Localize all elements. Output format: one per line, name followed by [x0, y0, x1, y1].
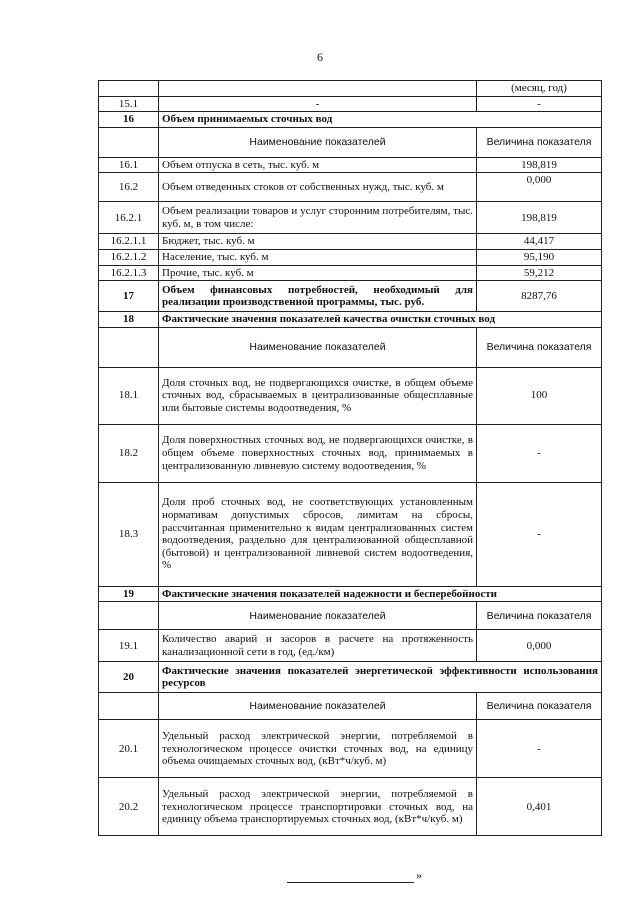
- section-row: [99, 662, 602, 693]
- row-value: 8287,76: [477, 281, 602, 312]
- row-num: 16.2.1.2: [99, 249, 159, 265]
- header-row: [99, 127, 602, 157]
- section-num: 18: [99, 312, 159, 328]
- row-num: 16.1: [99, 157, 159, 173]
- row-num: 20.2: [99, 778, 159, 836]
- row-num: 19.1: [99, 630, 159, 662]
- section-num: 19: [99, 586, 159, 602]
- table-row: [99, 157, 602, 173]
- page-number: 6: [317, 50, 323, 64]
- table-row: [99, 424, 602, 482]
- header-row: [99, 327, 602, 367]
- row-num: 16.2.1.3: [99, 265, 159, 281]
- row-value: 198,819: [477, 157, 602, 173]
- footer-signature-line: [287, 868, 422, 883]
- row-text: Доля проб сточных вод, не соответствующих установленным нормативам допустимых сбросов, лимитам на сбросы, рассчитанная применительно к видам централизованных систем водоотведения, раздельно для централизованной общесплавной (бытовой) и централизованной ливневой систем водоотведения, %: [159, 482, 477, 586]
- row-value: 100: [477, 367, 602, 424]
- row-text: Объем отпуска в сеть, тыс. куб. м: [159, 157, 477, 173]
- row-text: [159, 81, 477, 97]
- row-num: 16.2.1: [99, 202, 159, 234]
- row-num: 17: [99, 281, 159, 312]
- row-num: [99, 81, 159, 97]
- section-num: 20: [99, 662, 159, 693]
- row-value: 0,000: [477, 630, 602, 662]
- table-row: [99, 367, 602, 424]
- header-row: [99, 693, 602, 720]
- section-title: Фактические значения показателей качества очистки сточных вод: [159, 312, 602, 328]
- indicators-table: [98, 80, 602, 836]
- row-text: Объем отведенных стоков от собственных нужд, тыс. куб. м: [159, 173, 477, 202]
- row-value: (месяц, год): [477, 81, 602, 97]
- row-text: Бюджет, тыс. куб. м: [159, 234, 477, 250]
- row-num: 18.1: [99, 367, 159, 424]
- table-row: [99, 482, 602, 586]
- row-text: Количество аварий и засоров в расчете на протяженность канализационной сети в год, (ед./км): [159, 630, 477, 662]
- table-row: [99, 720, 602, 778]
- table-row: [99, 202, 602, 234]
- row-num: 18.2: [99, 424, 159, 482]
- section-row: [99, 312, 602, 328]
- row-value: -: [477, 482, 602, 586]
- row-value: 59,212: [477, 265, 602, 281]
- section-title: Фактические значения показателей надежности и бесперебойности: [159, 586, 602, 602]
- row-text: Население, тыс. куб. м: [159, 249, 477, 265]
- row-text: Доля сточных вод, не подвергающихся очистке, в общем объеме сточных вод, сбрасываемых в централизованные общесплавные или бытовые системы водоотведения, %: [159, 367, 477, 424]
- row-value: -: [477, 424, 602, 482]
- row-value: 44,417: [477, 234, 602, 250]
- section-title: Фактические значения показателей энергетической эффективности использования ресурсов: [159, 662, 602, 693]
- table-row: [99, 234, 602, 250]
- row-value: 198,819: [477, 202, 602, 234]
- row-value: 0,000: [477, 173, 602, 202]
- row-text: Удельный расход электрической энергии, потребляемой в технологическом процессе транспортировки сточных вод, на единицу объема транспортируемых сточных вод, (кВт*ч/куб. м): [159, 778, 477, 836]
- row-text: Удельный расход электрической энергии, потребляемой в технологическом процессе очистки сточных вод, на единицу объема очищаемых сточных вод, (кВт*ч/куб. м): [159, 720, 477, 778]
- signature-underline: [287, 882, 414, 883]
- table-row: [99, 249, 602, 265]
- row-text: Объем реализации товаров и услуг сторонним потребителям, тыс. куб. м, в том числе:: [159, 202, 477, 234]
- header-row: [99, 602, 602, 630]
- row-num: 16.2.1.1: [99, 234, 159, 250]
- row-text: -: [159, 96, 477, 112]
- header-value: Величина показателя: [477, 602, 602, 630]
- header-name: Наименование показателей: [159, 693, 477, 720]
- section-row: [99, 112, 602, 128]
- table-row: [99, 265, 602, 281]
- table-row: [99, 96, 602, 112]
- row-text: Объем финансовых потребностей, необходимый для реализации производственной программы, тыс. руб.: [159, 281, 477, 312]
- header-value: Величина показателя: [477, 127, 602, 157]
- row-num: 20.1: [99, 720, 159, 778]
- header-name: Наименование показателей: [159, 327, 477, 367]
- section-title: Объем принимаемых сточных вод: [159, 112, 602, 128]
- header-name: Наименование показателей: [159, 602, 477, 630]
- table-row: [99, 81, 602, 97]
- row-text: Доля поверхностных сточных вод, не подвергающихся очистке, в общем объеме поверхностных сточных вод, принимаемых в централизованную ливневую систему водоотведения, %: [159, 424, 477, 482]
- row-text: Прочие, тыс. куб. м: [159, 265, 477, 281]
- table-row: [99, 778, 602, 836]
- closing-quote: »: [416, 868, 422, 882]
- row-value: -: [477, 96, 602, 112]
- header-name: Наименование показателей: [159, 127, 477, 157]
- table-row: [99, 281, 602, 312]
- row-num: 16.2: [99, 173, 159, 202]
- header-value: Величина показателя: [477, 693, 602, 720]
- row-num: 18.3: [99, 482, 159, 586]
- section-row: [99, 586, 602, 602]
- header-value: Величина показателя: [477, 327, 602, 367]
- row-value: 95,190: [477, 249, 602, 265]
- table-row: [99, 630, 602, 662]
- section-num: 16: [99, 112, 159, 128]
- row-value: -: [477, 720, 602, 778]
- row-num: 15.1: [99, 96, 159, 112]
- table-row: [99, 173, 602, 202]
- row-value: 0,401: [477, 778, 602, 836]
